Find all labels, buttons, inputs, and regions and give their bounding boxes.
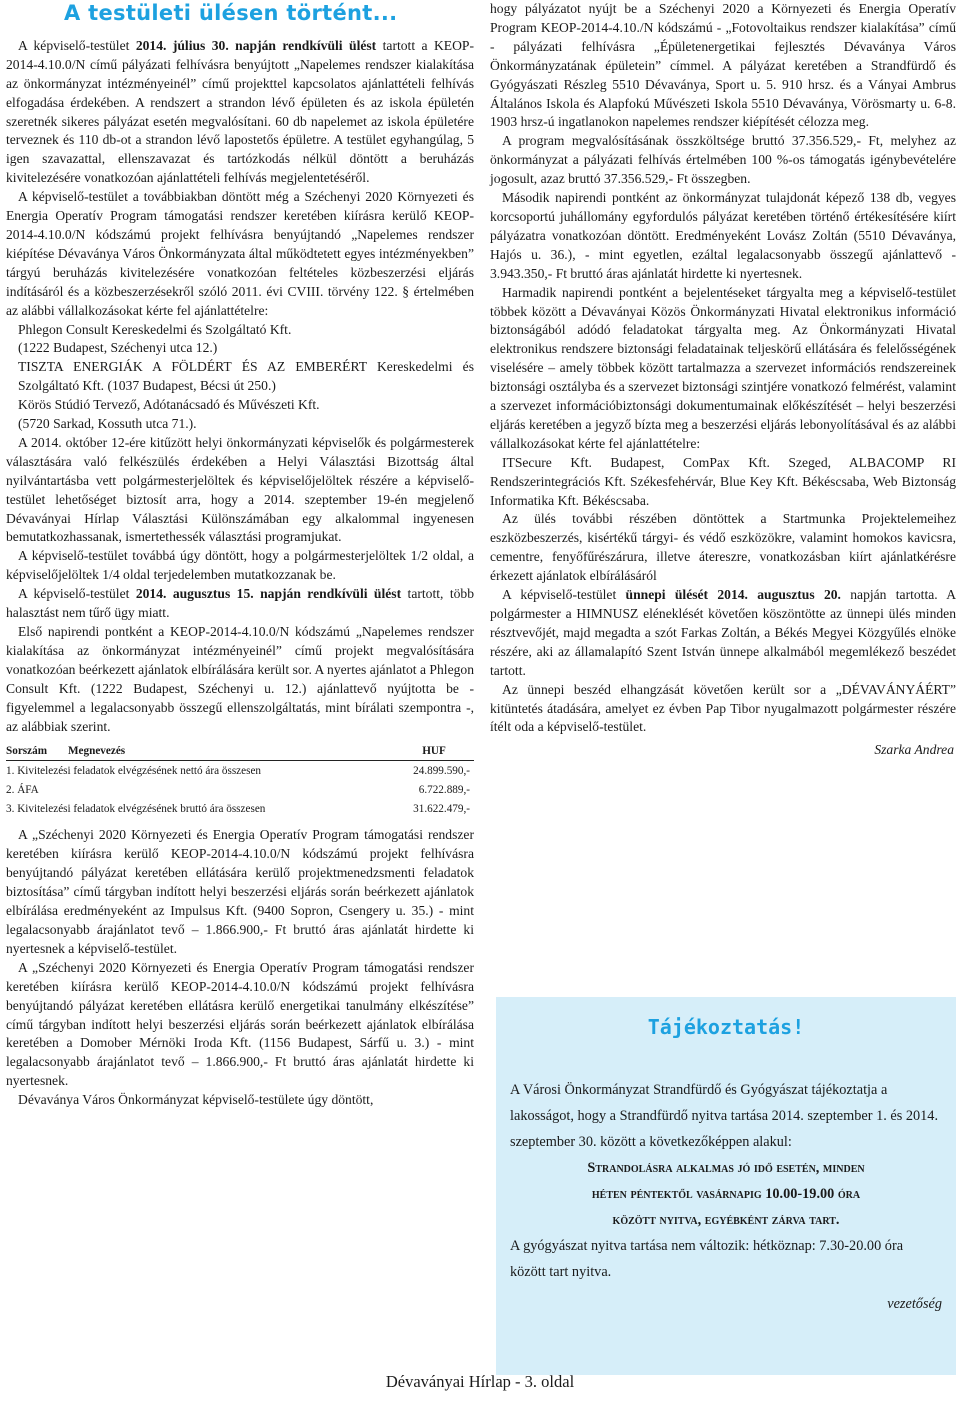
table-cell: 1. Kivitelezési feladatok elvégzésének nettó ára összesen (6, 765, 262, 778)
table-row (6, 761, 474, 781)
paragraph: Második napirendi pontként az önkormányzat tulajdonát képező 138 db, vegyes korcsoportú juhállomány egyfordulós pályázat keretében történő értékesítésére kiírt pályázatra vonatkozóan döntött. Eredményeként Lovász Zoltán (5510 Dévaványa, Hajós u. 36.), - mint egyetlen, ezáltal legalacsonyabb összegű ajánlattevő - 3.943.350,- Ft bruttó áras ajánlatát hirdette ki nyertesnek. (490, 190, 956, 281)
paragraph: A program megvalósításának összköltsége bruttó 37.356.529,- Ft, melyhez az önkormányzat a pályázati felhívás értelmében 100 %-os támogatás igénybevételére jogosult, azaz bruttó 37.356.529,- Ft összegben. (490, 133, 956, 187)
cost-table (6, 742, 474, 818)
info-signature: vezetőség (887, 1296, 942, 1312)
paragraph: Az ülés további részében döntöttek a Startmunka Projektelemeihez eszközbeszerzés, kisértékű tárgyi- és védő eszközökre, valamint homokos kavicsra, cementre, fenyőfűrészárura, illetve átereszre, vonatkozásban kiírt ajánlatkérésre érkezett ajánlatok elbírálásáról (490, 511, 956, 584)
left-column (6, 1, 475, 1110)
column-header: HUF (394, 742, 474, 761)
section-title: A testületi ülésen történt... (64, 1, 398, 25)
paragraph: A „Széchenyi 2020 Környezeti és Energia Operatív Program támogatási rendszer keretében kiírásra kerülő KEOP-2014-4.10.0/N kódszámú projekt felhívásra benyújtandó pályázat keretében ellátására kerülő projektmenedzsmenti feladatok biztosítása” című tárgyban indított helyi beszerzési eljárás során beérkezett ajánlatok elbírálása eredményeként az Impulsus Kft. (9400 Sopron, Csengery u. 35.) - mint legalacsonyabb árajánlatot tevő – 1.866.900,- Ft bruttó áras ajánlatát hirdette ki nyertesnek a képviselő-testület. (6, 827, 474, 956)
info-paragraph: A Városi Önkormányzat Strandfürdő és Gyógyászat tájékoztatja a lakosságot, hogy a Strandfürdő nyitva tartása 2014. szeptember 1. és 2014. szeptember 30. között a következőképpen alakul: (510, 1082, 939, 1150)
paragraph: ITSecure Kft. Budapest, ComPax Kft. Szeged, ALBACOMP RI Rendszerintegrációs Kft. Székesfehérvár, Blue Key Kft. Békéscsaba, Web Biztonság Informatika Kft. Békéscsaba. (490, 454, 956, 508)
table-cell: 24.899.590,- (413, 765, 470, 778)
column-header: Sorszám (6, 742, 68, 761)
opening-hours-line: Strandolásra alkalmas jó idő esetén, minden (587, 1160, 865, 1176)
paragraph: A képviselő-testület 2014. július 30. napján rendkívüli ülést tartott a KEOP-2014-4.10.0/N című pályázati felhívásra benyújtott „Napelemes rendszer kialakítása az önkormányzat intézményeinél” című projekttel kapcsolatos ajánlattételi felhívás elfogadása érdekében. A rendszert a strandon lévő épületen és az iskola épületén szeretnék sikeres pályázat esetén megvalósítani. 60 db napelemet az iskola épületére terveznek és 110 db-ot a strandon lévő lapostetős épületre. A testület egyhangúlag, 5 igen szavazattal, ellenszavazat és tartózkodás nélkül döntött a beruházás kivitelezésére vonatkozóan ajánlattételi felhívás megjelentetéséről. (6, 37, 475, 186)
paragraph: A „Széchenyi 2020 Környezeti és Energia Operatív Program támogatási rendszer keretében kiírásra kerülő KEOP-2014-4.10.0/N kódszámú projekt felhívásra benyújtandó pályázat keretében ellátásra kerülő energetikai tanulmány elkészítése” című tárgyban indított helyi beszerzési eljárás során beérkezett ajánlatok elbírálása keretében a Domober Mérnöki Iroda Kft. (1156 Budapest, Sárfű u. 3.) - mint legalacsonyabb árajánlatot tevő – 1.866.900,- Ft bruttó áras ajánlatát hirdette ki nyertesnek. (6, 959, 474, 1089)
table-cell: 2. ÁFA (6, 784, 39, 797)
company-line: Körös Stúdió Tervező, Adótanácsadó és Művészeti Kft. (18, 397, 320, 413)
company-line: Phlegon Consult Kereskedelmi és Szolgáltató Kft. (18, 321, 292, 337)
table-header-row (6, 742, 474, 761)
paragraph: Dévaványa Város Önkormányzat képviselő-testülete úgy döntött, (18, 1092, 374, 1108)
paragraph: A 2014. október 12-ére kitűzött helyi önkormányzati képviselők és polgármesterek választására való felkészülés érdekében a Helyi Választási Bizottság által nyilvántartásba vett polgármesterjelöltek és képviselőjelöltek részére a képviselő-testület lehetőséget biztosít arra, hogy a 2014. szeptember 19-én megjelenő Dévaványai Hírlap Választási Különszámában egy alkalommal ingyenesen bemutatkozhassanak, ismertethessék választási programjukat. (6, 434, 474, 545)
table-row (6, 780, 474, 799)
right-column (490, 0, 956, 760)
table-row (6, 799, 474, 818)
opening-hours-line: héten péntektől vasárnapig 10.00-19.00 óra (591, 1186, 861, 1202)
company-line: (5720 Sarkad, Kossuth utca 71.). (18, 416, 197, 432)
table-cell: 31.622.479,- (413, 803, 470, 816)
column-header: Megnevezés (68, 742, 394, 761)
paragraph: A képviselő-testület a továbbiakban döntött még a Széchenyi 2020 Környezeti és Energia Operatív Program támogatási rendszer keretében kiírásra kerülő KEOP-2014-4.10.0/N kódszámú projekt felhívásra benyújtandó „Napelemes rendszer kiépítése Dévaványa Város Önkormányzata által működtetett egyes intézményekben” tárgyú beruházás kivitelezésére vonatkozóan feltételes közbeszerzési eljárás indításáról és a közbeszerzésekről szóló 2011. évi CVIII. törvény 122. § értelmében az alábbi vállalkozásokat kérte fel ajánlattételre: (6, 189, 474, 318)
paragraph: A képviselő-testület továbbá úgy döntött, hogy a polgármesterjelöltek 1/2 oldal, a képviselőjelöltek 1/4 oldal terjedelemben mutatkozzanak be. (6, 548, 474, 583)
info-paragraph: A gyógyászat nyitva tartása nem változik: hétköznap: 7.30-20.00 óra között tart nyitva. (510, 1238, 904, 1280)
author-signature: Szarka Andrea (874, 742, 954, 758)
opening-hours-line: között nyitva, egyébként zárva tart. (612, 1212, 840, 1228)
table-cell: 6.722.889,- (418, 784, 470, 797)
paragraph: hogy pályázatot nyújt be a Széchenyi 2020 a Környezeti és Energia Operatív Program KEOP-2014-4.10./N kódszámú - „Fotovoltaikus rendszer kialakítása” című - pályázati felhívásra „Épületenergetikai fejlesztés Dévaványa Város Önkormányzatának épületein” címmel. A pályázat keretében a Strandfürdő és Gyógyászati Részleg 5510 Dévaványa, Sport u. 5. 910 hrsz. és a Ványai Ambrus Általános Iskola és Alapfokú Művészeti Iskola 5510 Dévaványa, Vörösmarty u. 6-8. 1903 hrsz-ú ingatlanokon napelemes rendszer kiépítését célozza meg. (490, 1, 956, 130)
company-line: (1222 Budapest, Széchenyi utca 12.) (18, 340, 218, 356)
info-box (496, 997, 956, 1375)
company-line: TISZTA ENERGIÁK A FÖLDÉRT ÉS AZ EMBERÉRT Kereskedelmi és Szolgáltató Kft. (1037 Budapest, Bécsi út 250.) (18, 359, 474, 394)
page-footer: Dévaványai Hírlap - 3. oldal (385, 1372, 575, 1391)
paragraph: A képviselő-testület ünnepi ülését 2014. augusztus 20. napján tartotta. A polgármester a HIMNUSZ eléneklését követően köszöntötte az ünnepi ülés minden résztvevőjét, majd megadta a szót Farkas Zoltán, a Békés Megyei Közgyűlés elnöke részére, aki az államalapító Szent István ünnepe alkalmából megemlékező beszédet tartott. (490, 587, 957, 678)
paragraph: Az ünnepi beszéd elhangzását követően került sor a „DÉVAVÁNYÁÉRT” kitüntetés átadására, amelyet ez évben Pap Tibor nyugalmazott polgármester részére ítélt oda a képviselő-testület. (490, 681, 956, 735)
paragraph: Harmadik napirendi pontként a bejelentéseket tárgyalta meg a képviselő-testület többek között a Dévaványai Közös Önkormányzati Hivatal elektronikus információ biztonságából adódó feladatokat tárgyalta meg. Az Önkormányzati Hivatal elektronikus rendszere biztonsági feladatainak teljeskörű ellátására és felelősségének viselésére – amely többek között tartalmazza a szervezet információs rendszereinek biztonsági osztályba és a szervezet biztonsági szintjére vonatkozó felmérést, valamint a szervezet információbiztonsági dokumentumainak előkészítését – helyi beszerzési eljárás keretében a jegyző bízta meg a beszerzési eljárás lebonyolításával és az alábbi vállalkozásokat kérte fel ajánlattételre: (490, 284, 956, 451)
table-cell: 3. Kivitelezési feladatok elvégzésének bruttó ára összesen (6, 803, 266, 816)
paragraph: A képviselő-testület 2014. augusztus 15. napján rendkívüli ülést tartott, több halasztást nem tűrő ügy miatt. (6, 586, 475, 621)
info-title: Tájékoztatás! (647, 1015, 805, 1039)
paragraph: Első napirendi pontként a KEOP-2014-4.10.0/N kódszámú „Napelemes rendszer kialakítása az önkormányzat intézményeinél” című projekt megvalósítására vonatkozóan beérkezett ajánlatok elbírálására került sor. A nyertes ajánlatot a Phlegon Consult Kft. (1222 Budapest, Széchenyi u. 12.) ajánlattevő nyújtotta be - figyelemmel a legalacsonyabb összegű ellenszolgáltatás, mint bírálati szempontra -, az alábbiak szerint. (6, 624, 474, 734)
